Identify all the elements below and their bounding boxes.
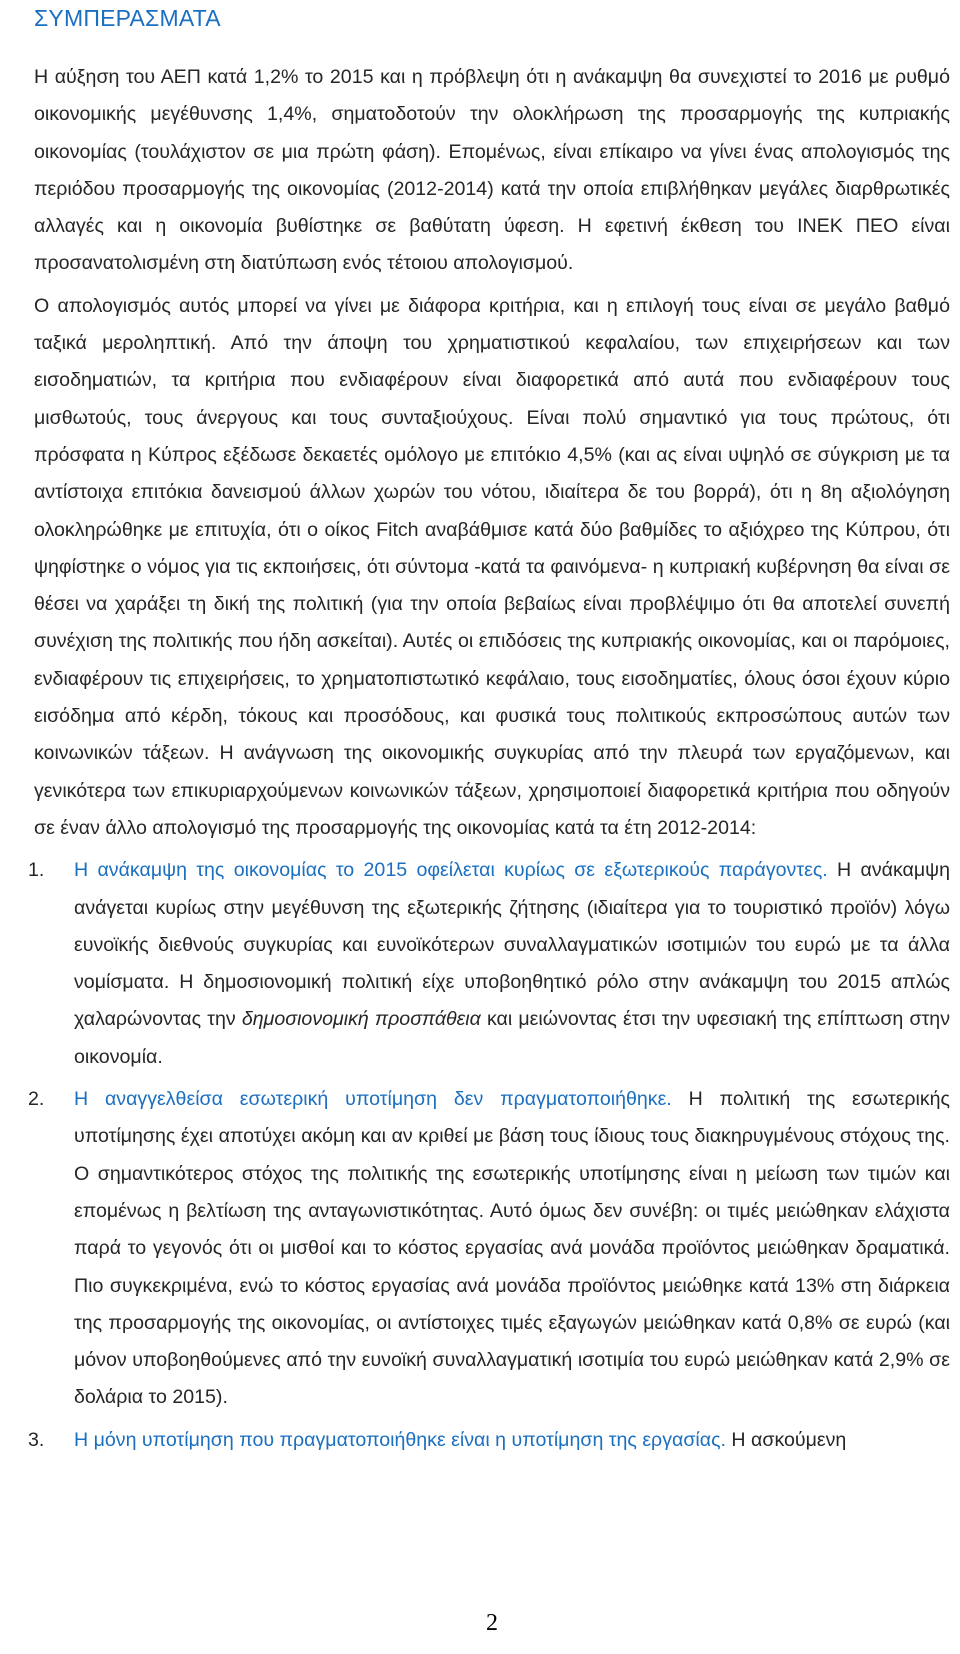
finding-text: Η πολιτική της εσωτερικής υποτίμησης έχει αποτύχει ακόμη και αν κριθεί με βάση τους ίδιους τους διακηρυγμένους στόχους της. Ο σημαντικότερος στόχος της πολιτικής της εσωτερικής υποτίμησης είναι η μείωση των τιμών και επομένως η βελτίωση της ανταγωνιστικότητας. Αυτό όμως δεν συνέβη: οι τιμές μειώθηκαν ελάχιστα παρά το γεγονός ότι οι μισθοί και το κόστος εργασίας ανά μονάδα προϊόντος μειώθηκαν δραματικά. Πιο συγκεκριμένα, ενώ το κόστος εργασίας ανά μονάδα προϊόντος μειώθηκε κατά 13% στη διάρκεια της προσαρμογής της οικονομίας, οι αντίστοιχες τιμές εξαγωγών μειώθηκαν κατά 0,8% σε ευρώ (και μόνον υποβοηθούμενες από την ευνοϊκή συναλλαγματική ισοτιμία του ευρώ μειώθηκαν κατά 2,9% σε δολάρια το 2015). [74,1088,950,1409]
finding-text-end: και μειώνοντας έτσι την υφεσιακή της επίπτωση στην οικονομία. [74,1008,951,1068]
finding-heading: Η ανάκαμψη της οικονομίας το 2015 οφείλεται κυρίως σε εξωτερικούς παράγοντες. [74,859,828,882]
section-heading: ΣΥΜΠΕΡΑΣΜΑΤΑ [34,5,221,31]
finding-heading: Η μόνη υποτίμηση που πραγματοποιήθηκε είναι η υποτίμηση της εργασίας. [74,1428,726,1451]
finding-number: 1. [28,859,45,882]
finding-heading: Η αναγγελθείσα εσωτερική υποτίμηση δεν πραγματοποιήθηκε. [74,1088,672,1111]
body-paragraph-2: Ο απολογισμός αυτός μπορεί να γίνει με διάφορα κριτήρια, και η επιλογή τους είναι σε μεγάλο βαθμό ταξικά μεροληπτική. Από την άποψη του χρηματιστικού κεφαλαίου, των επιχειρήσεων και των εισοδηματιών, τα κριτήρια που ενδιαφέρουν είναι διαφορετικά από αυτά που ενδιαφέρουν τους μισθωτούς, τους άνεργους και τους συνταξιούχους. Είναι πολύ σημαντικό για τους πρώτους, ότι πρόσφατα η Κύπρος εξέδωσε δεκαετές ομόλογο με επιτόκιο 4,5% (και ας είναι υψηλό σε σύγκριση με τα αντίστοιχα επιτόκια δανεισμού άλλων χωρών του νότου, ιδιαίτερα δε του βορρά), ότι η 8η αξιολόγηση ολοκληρώθηκε με επιτυχία, ότι ο οίκος Fitch αναβάθμισε κατά δύο βαθμίδες το αξιόχρεο της Κύπρου, ότι ψηφίστηκε ο νόμος για τις εκποιήσεις, ότι σύντομα -κατά τα φαινόμενα- η κυπριακή κυβέρνηση θα είναι σε θέσει να χαράξει τη δική της πολιτική (για την οποία βεβαίως είναι προβλέψιμο ότι θα αποτελεί συνεπή συνέχιση της πολιτικής που ήδη ασκείται). Αυτές οι επιδόσεις της κυπριακής οικονομίας, και οι παρόμοιες, ενδιαφέρουν τις επιχειρήσεις, το χρηματοπιστωτικό κεφάλαιο, τους εισοδηματίες, όλους όσοι έχουν κύριο εισόδημα από κέρδη, τόκους και προσόδους, και φυσικά τους πολιτικούς εκπροσώπους αυτών των κοινωνικών τάξεων. Η ανάγνωση της οικονομικής συγκυρίας από την πλευρά των εργαζόμενων, και γενικότερα των επικυριαρχούμενων κοινωνικών τάξεων, χρησιμοποιεί διαφορετικά κριτήρια που οδηγούν σε έναν άλλο απολογισμό της προσαρμογής της οικονομίας κατά τα έτη 2012-2014: [34,294,950,839]
body-paragraph-1: Η αύξηση του ΑΕΠ κατά 1,2% το 2015 και η πρόβλεψη ότι η ανάκαμψη θα συνεχιστεί το 2016 με ρυθμό οικονομικής μεγέθυνσης 1,4%, σηματοδοτούν την ολοκλήρωση της προσαρμογής της κυπριακής οικονομίας (τουλάχιστον σε μια πρώτη φάση). Επομένως, είναι επίκαιρο να γίνει ένας απολογισμός της περιόδου προσαρμογής της οικονομίας (2012-2014) κατά την οποία επιβλήθηκαν μεγάλες διαρθρωτικές αλλαγές και η οικονομία βυθίστηκε σε βαθύτατη ύφεση. Η εφετινή έκθεση του ΙΝΕΚ ΠΕΟ είναι προσανατολισμένη στη διατύπωση ενός τέτοιου απολογισμού. [34,66,950,275]
page-number: 2 [486,1610,498,1636]
finding-text: Η ανάκαμψη ανάγεται κυρίως στην μεγέθυνση της εξωτερικής ζήτησης (ιδιαίτερα για το τουριστικό προϊόν) λόγω ευνοϊκής διεθνούς συγκυρίας και ευνοϊκότερων συναλλαγματικών ισοτιμιών του ευρώ με τα άλλα νομίσματα. Η δημοσιονομική πολιτική είχε υποβοηθητικό ρόλο στην ανάκαμψη του 2015 απλώς χαλαρώνοντας την [74,859,950,1031]
document-page [28,0,951,1654]
finding-number: 2. [28,1088,45,1111]
finding-text: Η ασκούμενη [725,1428,847,1451]
findings-list [28,852,951,1459]
finding-item-3 [28,1422,950,1459]
finding-item-1 [28,852,951,1076]
finding-emphasis: δημοσιονομική προσπάθεια [241,1008,481,1031]
finding-item-2 [28,1081,950,1417]
finding-number: 3. [28,1428,45,1451]
document-body [28,59,951,1459]
